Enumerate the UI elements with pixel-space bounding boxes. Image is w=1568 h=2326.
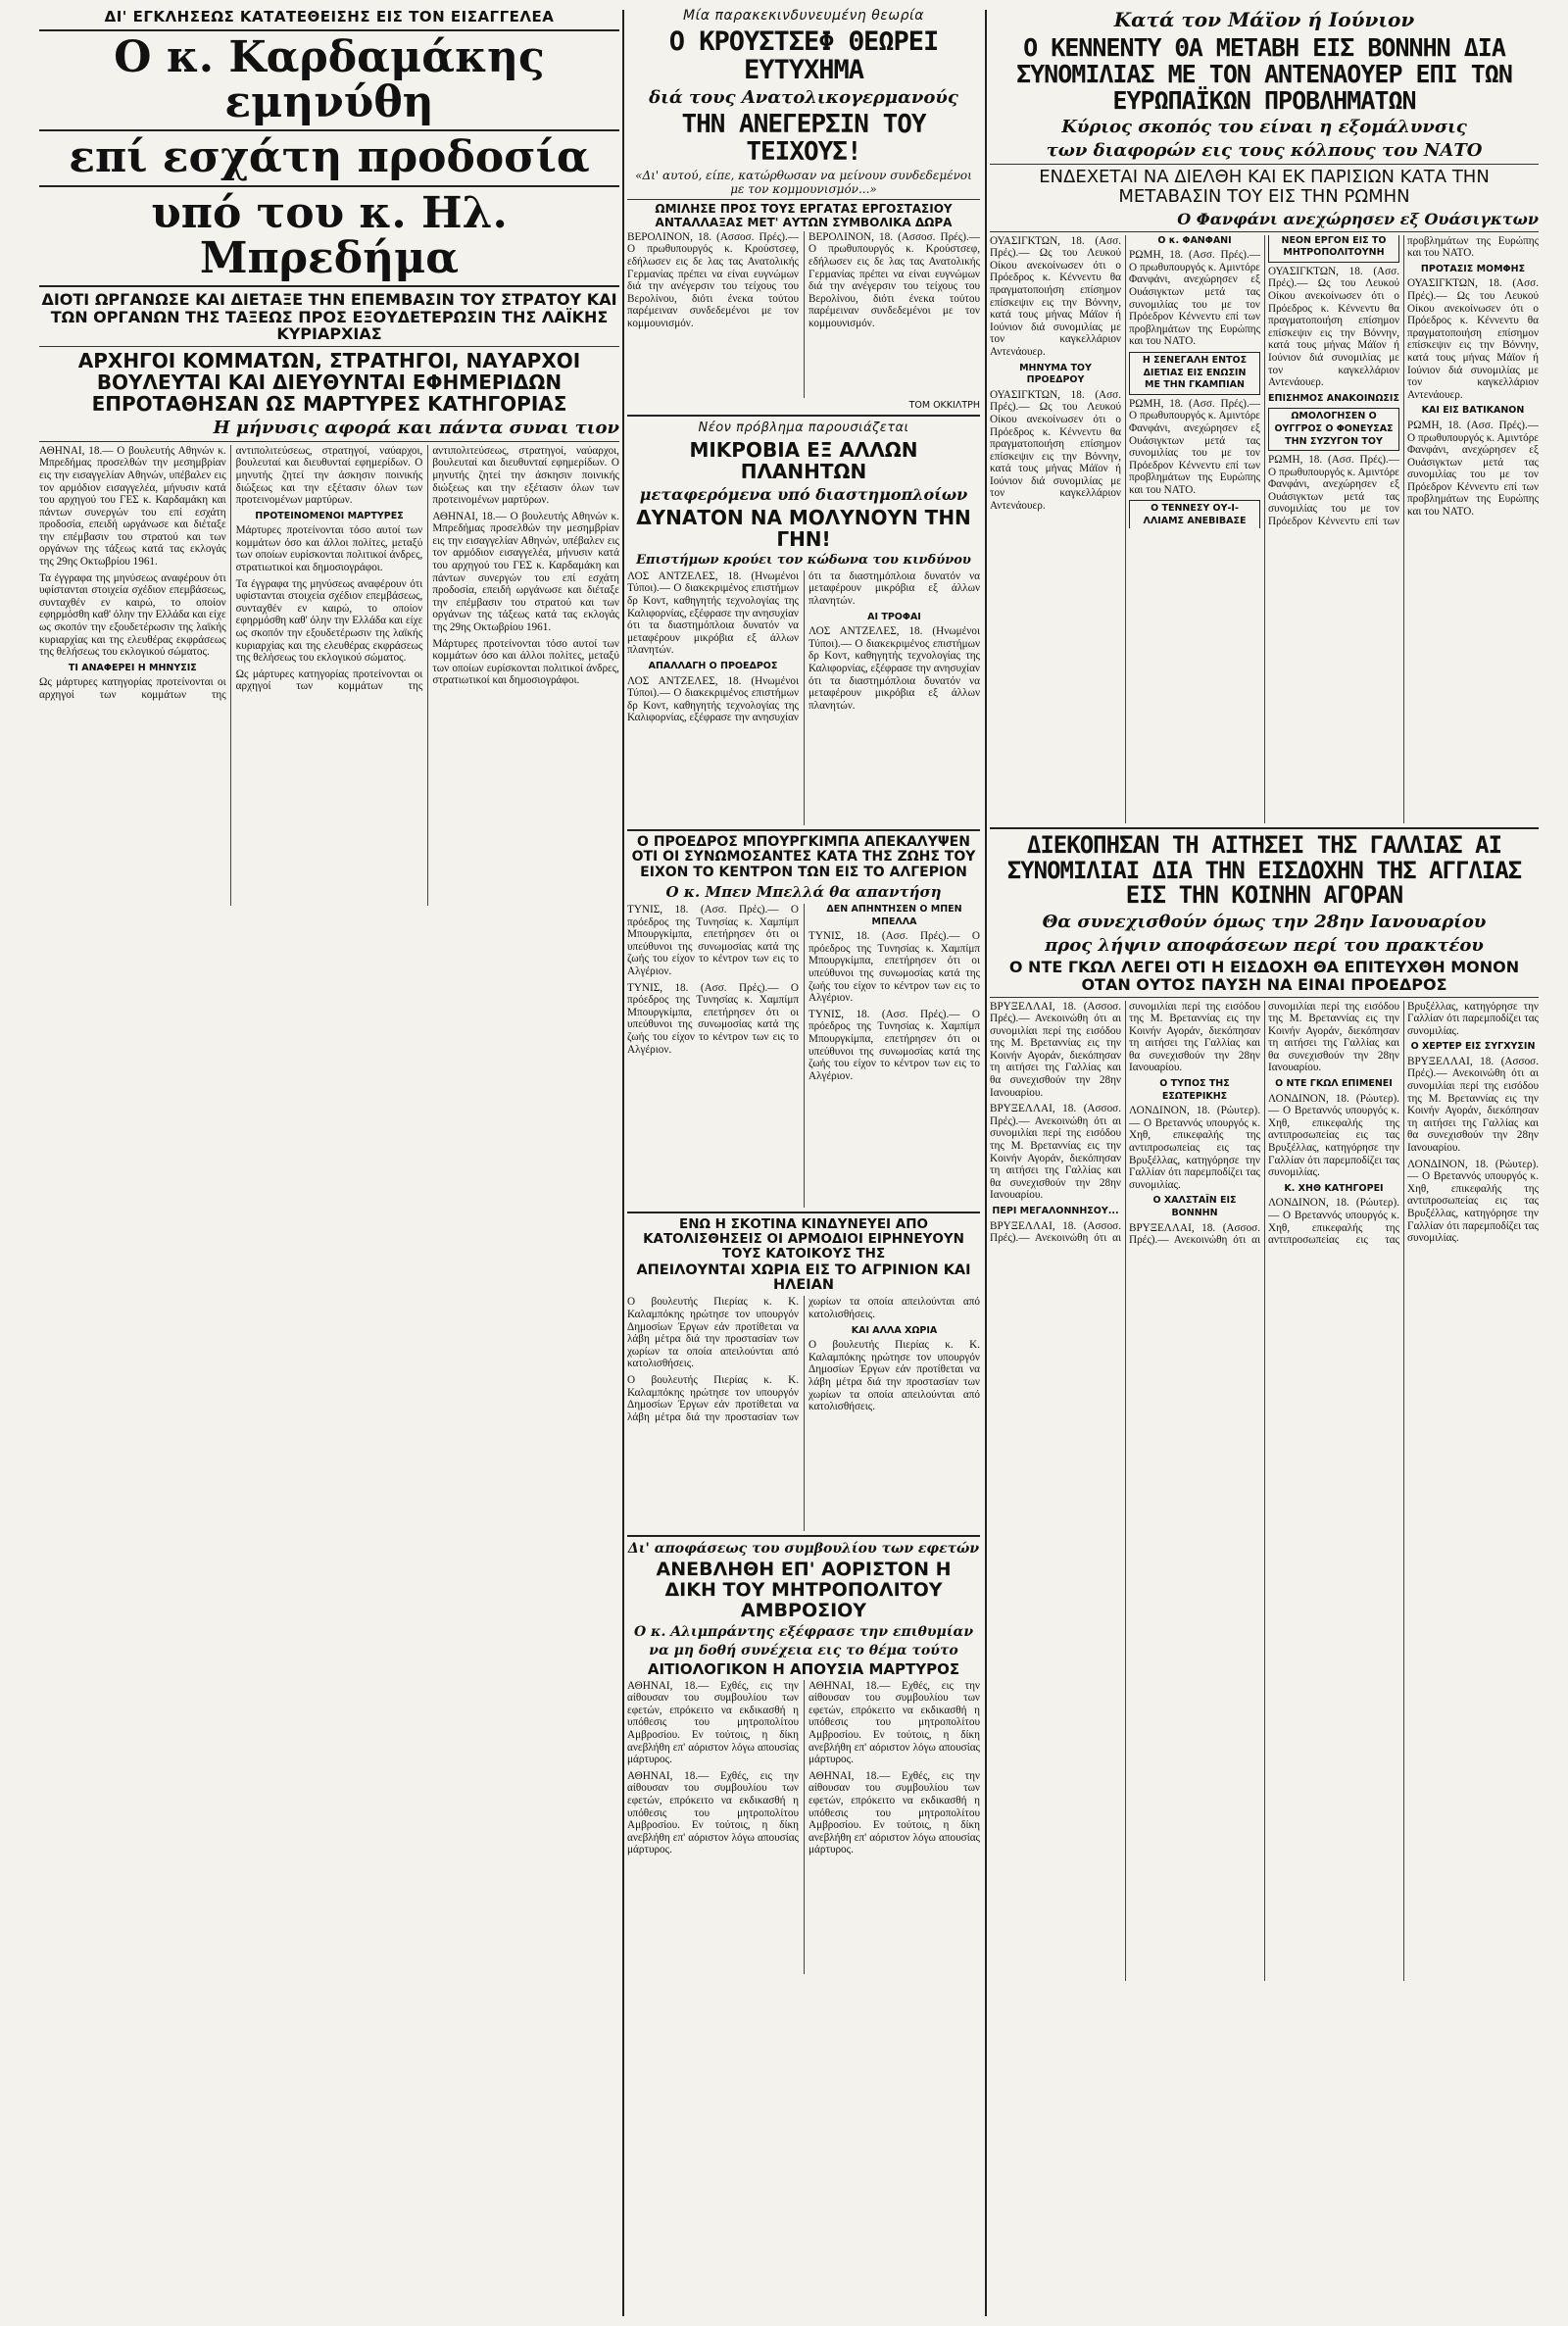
mid-sub-3: μεταφερόμενα υπό διαστημοπλοίων [639,484,968,504]
left-deck-2: ΑΡΧΗΓΟΙ ΚΟΜΜΑΤΩΝ, ΣΤΡΑΤΗΓΟΙ, ΝΑΥΑΡΧΟΙ ΒΟΥΛΕΥΤΑΙ ΚΑΙ ΔΙΕΥΘΥΝΤΑΙ ΕΦΗΜΕΡΙΔΩΝ ΕΠΡΟΤΑΘΗΣΑΝ ΩΣ ΜΑΡΤΥΡΕΣ ΚΑΤΗΓΟΡΙΑΣ [77,348,581,416]
right-body-4: ΛΟΝΔΙΝΟΝ, 18. (Ρώυτερ).— Ο Βρεταννός υπουργός κ. Χηθ, επικεφαλής της αντιπροσωπείας εις τας Βρυξέλλας, κατηγόρησε την Γαλλίαν ότι παρεμποδίζει τας συνομιλίας. [1129,1105,1260,1191]
right-body-3-repeat: ΒΡΥΞΕΛΛΑΙ, 18. (Ασσοσ. Πρές).— Ανεκοινώθη ότι αι συνομιλίαι περί της εισόδου της Μ. Βρεταννίας εις την Κοινήν Αγοράν, διεκόπησαν τη αιτήσει της Γαλλίας και θα συνεχισθούν την 28ην Ιανουαρίου. [990,1103,1121,1202]
mid-body-1-repeat: ΒΕΡΟΛΙΝΟΝ, 18. (Ασσοσ. Πρές).— Ο πρωθυπουργός κ. Κρούστσεφ, εδήλωσεν εις δε λας τας Ανατολικής Γερμανίας πρέπει να είναι ευγνώμων διά την ανέγερσιν του τείχους του Βερολίνου, διότι ένεκα τούτου παρέμειναν συνδεδεμένοι με τον κομμουνισμόν. [808,230,980,329]
left-headline-2: επί εσχάτη προδοσία [69,132,590,183]
mid-headline: Ο ΚΡΟΥΣΤΣΕΦ ΘΕΩΡΕΙ ΕΥΤΥΧΗΜΑ [668,26,939,86]
middle-column [627,0,980,1974]
right-body-2-repeat3: ΡΩΜΗ, 18. (Ασσ. Πρές).— Ο πρωθυπουργός κ. Αμιντόρε Φανφάνι, ανεχώρησεν εξ Ουάσιγκτων μετά τας συνομιλίας του με τον Πρόεδρον Κέννεντυ επί των προβλημάτων της Ευρώπης και του ΝΑΤΟ. [1407,419,1539,519]
mid-small-head-3: ΔΕΝ ΑΠΗΝΤΗΣΕΝ Ο ΜΠΕΝ ΜΠΕΛΛΑ [826,904,962,927]
right-box-1: Η ΣΕΝΕΓΑΛΗ ΕΝΤΟΣ ΔΙΕΤΙΑΣ ΕΙΣ ΕΝΩΣΙΝ ΜΕ ΤΗΝ ΓΚΑΜΠΙΑΝ [1129,352,1260,395]
left-body-1-repeat2: Ως μάρτυρες κατηγορίας προτείνονται οι αρχηγοί των κομμάτων της αντιπολιτεύσεως, στρατηγοί, ναύαρχοι, βουλευταί και διευθυνταί εφημερίδων. Ο μηνυτής ζητεί την άσκησιν ποινικής διώξεως και την εξέτασιν όλων των προτεινομένων μαρτύρων. [235,444,619,693]
mid-deck: ΩΜΙΛΗΣΕ ΠΡΟΣ ΤΟΥΣ ΕΡΓΑΤΑΣ ΕΡΓΟΣΤΑΣΙΟΥ ΑΝΤΑΛΛΑΞΑΣ ΜΕΤ' ΑΥΤΩΝ ΣΥΜΒΟΛΙΚΑ ΔΩΡΑ [655,202,953,229]
right-box-3: ΩΜΟΛΟΓΗΣΕΝ Ο ΟΥΓΓΡΟΣ Ο ΦΟΝΕΥΣΑΣ ΤΗΝ ΣΥΖΥΓΟΝ ΤΟΥ [1268,408,1399,451]
right-body-3-repeat3: ΒΡΥΞΕΛΛΑΙ, 18. (Ασσοσ. Πρές).— Ανεκοινώθη ότι αι συνομιλίαι περί της εισόδου της Μ. Βρεταννίας εις την Κοινήν Αγοράν, διεκόπησαν τη αιτήσει της Γαλλίας και θα συνεχισθούν την 28ην Ιανουαρίου. [1129,1000,1399,1247]
mid-sub-5: Ο κ. Μπεν Μπελλά θα απαντήση [665,883,942,902]
mid-sub-7b: να μη δοθή συνέχεια εις το θέμα τούτο [649,1643,958,1659]
left-body-1: ΑΘΗΝΑΙ, 18.— Ο βουλευτής Αθηνών κ. Μπρεδήμας προσελθών την μεσημβρίαν εις την εισαγγελίαν Αθηνών, υπέβαλεν εις τον αρμόδιον εισαγγελέα, μήνυσιν κατά του αρχηγού του ΓΕΣ κ. Καρδαμάκη και πάντων συνεργών του επί εσχάτη προδοσία, επειδή ωργάνωσε και διέταξε την επέμβασιν του στρατού και των οργάνων της τάξεως κατά τας εκλογάς της 29ης Οκτωβρίου 1961. [39,444,226,569]
mid-kicker-2: Νέον πρόβλημα παρουσιάζεται [698,420,909,435]
right-small-head-10: Κ. ΧΗΘ ΚΑΤΗΓΟΡΕΙ [1284,1182,1384,1194]
right-sub-5: προς λήψιν αποφάσεων περί του πρακτέου [1045,935,1484,957]
mid-body-2-repeat2: ΛΟΣ ΑΝΤΖΕΛΕΣ, 18. (Ηνωμένοι Τύποι).— Ο διακεκριμένος επιστήμων δρ Κοντ, καθηγητής τεχνολογίας της Καλιφορνίας, εξέφρασε την ανησυχίαν ότι τα διαστημόπλοια δυνατόν να μεταφέρουν μικρόβια εξ άλλων πλανητών. [808,625,980,712]
right-small-head-11: Ο ΧΕΡΤΕΡ ΕΙΣ ΣΥΓΧΥΣΙΝ [1410,1041,1536,1053]
right-deck-2: Ο ΝΤΕ ΓΚΩΛ ΛΕΓΕΙ ΟΤΙ Η ΕΙΣΔΟΧΗ ΘΑ ΕΠΙΤΕΥΧΘΗ ΜΟΝΟΝ ΟΤΑΝ ΟΥΤΟΣ ΠΑΥΣΗ ΝΑ ΕΙΝΑΙ ΠΡΟΕΔΡΟΣ [1008,958,1520,994]
right-column [990,0,1539,1981]
right-sub-3: Ο Φανφάνι ανεχώρησεν εξ Ουάσιγκτων [1177,209,1539,228]
right-body-4-repeat3: ΛΟΝΔΙΝΟΝ, 18. (Ρώυτερ).— Ο Βρεταννός υπουργός κ. Χηθ, επικεφαλής της αντιπροσωπείας εις τας Βρυξέλλας, κατηγόρησε την Γαλλίαν ότι παρεμποδίζει τας συνομιλίας. [1407,1158,1539,1245]
mid-body-3: ΤΥΝΙΣ, 18. (Ασσ. Πρές).— Ο πρόεδρος της Τυνησίας κ. Χαμπίμπ Μπουργκίμπα, επετήρησεν ότι οι υπεύθυνοι της συνωμοσίας κατά της ζωής του είχον το κέντρον των εις το Αλγέριον. [627,904,799,977]
mid-byline: ΤΟΜ ΟΚΚΙΛΤΡΗ [908,399,980,411]
right-deck: ΕΝΔΕΧΕΤΑΙ ΝΑ ΔΙΕΛΘΗ ΚΑΙ ΕΚ ΠΑΡΙΣΙΩΝ ΚΑΤΑ ΤΗΝ ΜΕΤΑΒΑΣΙΝ ΤΟΥ ΕΙΣ ΤΗΝ ΡΩΜΗΝ [1039,167,1490,207]
mid-body-5: ΑΘΗΝΑΙ, 18.— Εχθές, εις την αίθουσαν του συμβουλίου των εφετών, επρόκειτο να εκδικασθή η υπόθεσις του μητροπολίτου Αμβροσίου. Εν τούτοις, η δίκη ανεβλήθη επ' αόριστον λόγω απουσίας μάρτυρος. [627,1679,799,1766]
mid-small-head-1: ΑΠΑΛΛΑΓΗ Ο ΠΡΟΕΔΡΟΣ [648,661,778,671]
mid-headline-6: ΕΝΩ Η ΣΚΟΤΙΝΑ ΚΙΝΔΥΝΕΥΕΙ ΑΠΟ ΚΑΤΟΛΙΣΘΗΣΕΙΣ ΟΙ ΑΡΜΟΔΙΟΙ ΕΙΡΗΝΕΥΟΥΝ ΤΟΥΣ ΚΑΤΟΙΚΟΥΣ ΤΗΣ [643,1216,964,1262]
mid-article-5-body [627,1680,980,1974]
mid-article-4-body [627,1296,980,1531]
right-headline-2: ΔΙΕΚΟΠΗΣΑΝ ΤΗ ΑΙΤΗΣΕΙ ΤΗΣ ΓΑΛΛΙΑΣ ΑΙ ΣΥΝΟΜΙΛΙΑΙ ΔΙΑ ΤΗΝ ΕΙΣΔΟΧΗΝ ΤΗΣ ΑΓΓΛΙΑΣ ΕΙΣ ΤΗΝ ΚΟΙΝΗΝ ΑΓΟΡΑΝ [1006,830,1522,910]
right-small-head-6: ΠΕΡΙ ΜΕΓΑΛΟΝΝΗΣΟΥ... [992,1206,1119,1216]
mid-body-2-repeat: ΛΟΣ ΑΝΤΖΕΛΕΣ, 18. (Ηνωμένοι Τύποι).— Ο διακεκριμένος επιστήμων δρ Κοντ, καθηγητής τεχνολογίας της Καλιφορνίας, εξέφρασε την ανησυχίαν ότι τα διαστημόπλοια δυνατόν να μεταφέρουν μικρόβια εξ άλλων πλανητών. [627,569,980,724]
left-body-1d: Μάρτυρες προτείνονται τόσο αυτοί των κομμάτων όσο και άλλοι πολίτες, μεταξύ των οποίων ευρίσκονται πολιτικοί άνδρες, στρατιωτικοί και δημοσιογράφοι. [235,524,423,574]
mid-sub: διά τους Ανατολικογερμανούς [649,87,958,109]
right-body-3-repeat4: ΒΡΥΞΕΛΛΑΙ, 18. (Ασσοσ. Πρές).— Ανεκοινώθη ότι αι συνομιλίαι περί της εισόδου της Μ. Βρεταννίας εις την Κοινήν Αγοράν, διεκόπησαν τη αιτήσει της Γαλλίας και θα συνεχισθούν την 28ην Ιανουαρίου. [1407,1055,1539,1155]
mid-quote: «Δι' αυτού, είπε, κατώρθωσαν να μείνουν συνδεδεμένοι με τον κομμουνισμόν...» [635,169,972,197]
left-headline-3: υπό του κ. Ηλ. Μπρεδήμα [151,187,508,283]
left-body-1-repeat4: Μάρτυρες προτείνονται τόσο αυτοί των κομμάτων όσο και άλλοι πολίτες, μεταξύ των οποίων ευρίσκονται πολιτικοί άνδρες, στρατιωτικοί και δημοσιογράφοι. [432,637,619,687]
right-body-1: ΟΥΑΣΙΓΚΤΩΝ, 18. (Ασσ. Πρές).— Ως του Λευκού Οίκου ανεκοίνωσεν ότι ο Πρόεδρος κ. Κέννεντυ θα πραγματοποιήση επίσημον επίσκεψιν εις την Βόννην, κατά τους μήνας Μάϊον ή Ιούνιον διά συνομιλίας με τον καγκελλάριον Αντενάουερ. [990,234,1121,358]
mid-small-head-4: ΚΑΙ ΑΛΛΑ ΧΩΡΙΑ [851,1324,938,1336]
mid-article-2-body [627,570,980,825]
left-body-1c: Ως μάρτυρες κατηγορίας προτείνονται οι αρχηγοί των κομμάτων της αντιπολιτεύσεως, στρατηγοί, ναύαρχοι, βουλευταί και διευθυνταί εφημερίδων. Ο μηνυτής ζητεί την άσκησιν ποινικής διώξεως και την εξέτασιν όλων των προτεινομένων μαρτύρων. [39,444,423,701]
right-small-head-2: Ο κ. ΦΑΝΦΑΝΙ [1157,234,1232,246]
mid-headline-7: ΑΝΕΒΛΗΘΗ ΕΠ' ΑΟΡΙΣΤΟΝ Η ΔΙΚΗ ΤΟΥ ΜΗΤΡΟΠΟΛΙΤΟΥ ΑΜΒΡΟΣΙΟΥ [656,1559,952,1622]
left-deck: ΔΙΟΤΙ ΩΡΓΑΝΩΣΕ ΚΑΙ ΔΙΕΤΑΞΕ ΤΗΝ ΕΠΕΜΒΑΣΙΝ ΤΟΥ ΣΤΡΑΤΟΥ ΚΑΙ ΤΩΝ ΟΡΓΑΝΩΝ ΤΗΣ ΤΑΞΕΩΣ ΠΡΟΣ ΕΞΟΥΔΕΤΕΡΩΣΙΝ ΤΗΣ ΛΑΪΚΗΣ ΚΥΡΙΑΡΧΙΑΣ [41,289,617,344]
mid-headline-3: ΜΙΚΡΟΒΙΑ ΕΞ ΑΛΛΩΝ ΠΛΑΝΗΤΩΝ [689,437,918,483]
mid-body-3-repeat3: ΤΥΝΙΣ, 18. (Ασσ. Πρές).— Ο πρόεδρος της Τυνησίας κ. Χαμπίμπ Μπουργκίμπα, επετήρησεν ότι οι υπεύθυνοι της συνωμοσίας κατά της ζωής του είχον το κέντρον των εις το Αλγέριον. [808,1008,980,1082]
left-article-body [39,445,619,906]
column-divider-2 [985,10,987,2316]
mid-body-4: Ο βουλευτής Πιερίας κ. Κ. Καλαμπόκης ηρώτησε τον υπουργόν Δημοσίων Έργων εάν προτίθεται να λάβη μέτρα διά την προστασίαν των χωρίων τα οποία απειλούνται από κατολισθήσεις. [627,1296,799,1370]
right-body-1-repeat: ΟΥΑΣΙΓΚΤΩΝ, 18. (Ασσ. Πρές).— Ως του Λευκού Οίκου ανεκοίνωσεν ότι ο Πρόεδρος κ. Κέννεντυ θα πραγματοποιήση επίσημον επίσκεψιν εις την Βόννην, κατά τους μήνας Μάϊον ή Ιούνιον διά συνομιλίας με τον καγκελλάριον Αντενάουερ. [990,388,1121,513]
mid-body-1: ΒΕΡΟΛΙΝΟΝ, 18. (Ασσοσ. Πρές).— Ο πρωθυπουργός κ. Κρούστσεφ, εδήλωσεν εις δε λας τας Ανατολικής Γερμανίας πρέπει να είναι ευγνώμων διά την ανέγερσιν του τείχους του Βερολίνου, διότι ένεκα τούτου παρέμειναν συνδεδεμένοι με τον κομμουνισμόν. [627,230,799,329]
left-body-1b: Τα έγγραφα της μηνύσεως αναφέρουν ότι υφίστανται στοιχεία σχέδιον επεμβάσεως, συνταχθέν εν καιρώ, το οποίον εφηρμόσθη καθ' όλην την Ελλάδα και είχε ως σκοπόν την εξουδετέρωσιν της λαϊκής κυριαρχίας και της ελευθέρας εκφράσεως της θελήσεως του εκλογικού σώματος. [39,571,226,659]
right-small-head-9: Ο ΝΤΕ ΓΚΩΛ ΕΠΙΜΕΝΕΙ [1275,1078,1393,1090]
right-body-2-repeat: ΡΩΜΗ, 18. (Ασσ. Πρές).— Ο πρωθυπουργός κ. Αμιντόρε Φανφάνι, ανεχώρησεν εξ Ουάσιγκτων μετά τας συνομιλίας του με τον Πρόεδρον Κέννεντυ επί των προβλημάτων της Ευρώπης και του ΝΑΤΟ. [1129,397,1260,496]
mid-headline-5: Ο ΠΡΟΕΔΡΟΣ ΜΠΟΥΡΓΚΙΜΠΑ ΑΠΕΚΑΛΥΨΕΝ ΟΤΙ ΟΙ ΣΥΝΩΜΟΣΑΝΤΕΣ ΚΑΤΑ ΤΗΣ ΖΩΗΣ ΤΟΥ ΕΙΧΟΝ ΤΟ ΚΕΝΤΡΟΝ ΤΩΝ ΕΙΣ ΤΟ ΑΛΓΕΡΙΟΝ [631,833,976,880]
right-body-1-repeat3: ΟΥΑΣΙΓΚΤΩΝ, 18. (Ασσ. Πρές).— Ως του Λευκού Οίκου ανεκοίνωσεν ότι ο Πρόεδρος κ. Κέννεντυ θα πραγματοποιήση επίσημον επίσκεψιν εις την Βόννην, κατά τους μήνας Μάϊον ή Ιούνιον διά συνομιλίας με τον καγκελλάριον Αντενάουερ. [1407,277,1539,401]
mid-body-3-repeat2: ΤΥΝΙΣ, 18. (Ασσ. Πρές).— Ο πρόεδρος της Τυνησίας κ. Χαμπίμπ Μπουργκίμπα, επετήρησεν ότι οι υπεύθυνοι της συνωμοσίας κατά της ζωής του είχον το κέντρον των εις το Αλγέριον. [808,930,980,1005]
left-body-1-repeat: Τα έγγραφα της μηνύσεως αναφέρουν ότι υφίστανται στοιχεία σχέδιον επεμβάσεως, συνταχθέν εν καιρώ, το οποίον εφηρμόσθη καθ' όλην την Ελλάδα και είχε ως σκοπόν την εξουδετέρωσιν της λαϊκής κυριαρχίας και της ελευθέρας εκφράσεως της θελήσεως του εκλογικού σώματος. [235,577,423,665]
mid-headline-2: ΤΗΝ ΑΝΕΓΕΡΣΙΝ ΤΟΥ ΤΕΙΧΟΥΣ! [681,110,926,168]
right-headline: Ο ΚΕΝΝΕΝΤΥ ΘΑ ΜΕΤΑΒΗ ΕΙΣ ΒΟΝΝΗΝ ΔΙΑ ΣΥΝΟΜΙΛΙΑΣ ΜΕ ΤΟΝ ΑΝΤΕΝΑΟΥΕΡ ΕΠΙ ΤΩΝ ΕΥΡΩΠΑΪΚΩΝ ΠΡΟΒΛΗΜΑΤΩΝ [1016,33,1512,115]
right-sub-1: Κύριος σκοπός του είναι η εξομάλυνσις [1061,117,1467,137]
right-small-head-7: Ο ΤΥΠΟΣ ΤΗΣ ΕΣΩΤΕΡΙΚΗΣ [1159,1078,1230,1102]
mid-headline-8: ΑΙΤΙΟΛΟΓΙΚΟΝ Η ΑΠΟΥΣΙΑ ΜΑΡΤΥΡΟΣ [647,1660,960,1679]
mid-headline-6b: ΑΠΕΙΛΟΥΝΤΑΙ ΧΩΡΙΑ ΕΙΣ ΤΟ ΑΓΡΙΝΙΟΝ ΚΑΙ ΗΛΕΙΑΝ [636,1262,971,1294]
right-article-1-body [990,235,1539,823]
right-body-2: ΡΩΜΗ, 18. (Ασσ. Πρές).— Ο πρωθυπουργός κ. Αμιντόρε Φανφάνι, ανεχώρησεν εξ Ουάσιγκτων μετά τας συνομιλίας του με τον Πρόεδρον Κέννεντυ επί των προβλημάτων της Ευρώπης και του ΝΑΤΟ. [1129,249,1260,348]
right-small-head-5: ΕΠΙΣΗΜΟΣ ΑΝΑΚΟΙΝΩΣΙΣ [1268,392,1399,404]
mid-article-1-body [627,231,980,398]
mid-body-3-repeat: ΤΥΝΙΣ, 18. (Ασσ. Πρές).— Ο πρόεδρος της Τυνησίας κ. Χαμπίμπ Μπουργκίμπα, επετήρησεν ότι οι υπεύθυνοι της συνωμοσίας κατά της ζωής του είχον το κέντρον των εις το Αλγέριον. [627,981,799,1056]
right-small-head-8: Ο ΧΑΛΣΤΑΪΝ ΕΙΣ ΒΟΝΝΗΝ [1152,1195,1237,1218]
right-small-head-3: ΠΡΟΤΑΣΙΣ ΜΟΜΦΗΣ [1420,263,1526,274]
left-small-head-1: ΤΙ ΑΝΑΦΕΡΕΙ Η ΜΗΝΥΣΙΣ [68,662,197,673]
left-headline-1: Ο κ. Καρδαμάκης εμηνύθη [114,32,545,128]
right-small-head-1: ΜΗΝΥΜΑ ΤΟΥ ΠΡΟΕΔΡΟΥ [1019,362,1092,386]
mid-kicker: Μία παρακεκινδυνευμένη θεωρία [683,8,924,24]
right-small-head-4: ΚΑΙ ΕΙΣ ΒΑΤΙΚΑΝΟΝ [1421,405,1525,417]
left-column [39,0,619,906]
mid-body-5-repeat3: ΑΘΗΝΑΙ, 18.— Εχθές, εις την αίθουσαν του συμβουλίου των εφετών, επρόκειτο να εκδικασθή η υπόθεσις του μητροπολίτου Αμβροσίου. Εν τούτοις, η δίκη ανεβλήθη επ' αόριστον λόγω απουσίας μάρτυρος. [808,1769,980,1856]
mid-body-2: ΛΟΣ ΑΝΤΖΕΛΕΣ, 18. (Ηνωμένοι Τύποι).— Ο διακεκριμένος επιστήμων δρ Κοντ, καθηγητής τεχνολογίας της Καλιφορνίας, εξέφρασε την ανησυχίαν ότι τα διαστημόπλοια δυνατόν να μεταφέρουν μικρόβια εξ άλλων πλανητών. [627,569,799,657]
right-body-2-repeat2: ΡΩΜΗ, 18. (Ασσ. Πρές).— Ο πρωθυπουργός κ. Αμιντόρε Φανφάνι, ανεχώρησεν εξ Ουάσιγκτων μετά τας συνομιλίας του με τον Πρόεδρον Κέννεντυ επί των προβλημάτων της Ευρώπης και του ΝΑΤΟ. [1268,234,1539,528]
right-body-4-repeat: ΛΟΝΔΙΝΟΝ, 18. (Ρώυτερ).— Ο Βρεταννός υπουργός κ. Χηθ, επικεφαλής της αντιπροσωπείας εις τας Βρυξέλλας, κατηγόρησε την Γαλλίαν ότι παρεμποδίζει τας συνομιλίας. [1268,1092,1399,1179]
column-divider-1 [622,10,624,2316]
right-body-4-repeat2: ΛΟΝΔΙΝΟΝ, 18. (Ρώυτερ).— Ο Βρεταννός υπουργός κ. Χηθ, επικεφαλής της αντιπροσωπείας εις τας Βρυξέλλας, κατηγόρησε την Γαλλίαν ότι παρεμποδίζει τας συνομιλίας. [1268,1000,1539,1247]
mid-sub-4: Επιστήμων κρούει τον κώδωνα του κινδύνου [636,552,971,568]
right-body-1-repeat2: ΟΥΑΣΙΓΚΤΩΝ, 18. (Ασσ. Πρές).— Ως του Λευκού Οίκου ανεκοίνωσεν ότι ο Πρόεδρος κ. Κέννεντυ θα πραγματοποιήση επίσημον επίσκεψιν εις την Βόννην, κατά τους μήνας Μάϊον ή Ιούνιον διά συνομιλίας με τον καγκελλάριον Αντενάουερ. [1268,265,1399,389]
right-article-2-body [990,1001,1539,1981]
mid-small-head-2: ΑΙ ΤΡΟΦΑΙ [867,611,921,622]
right-sub-4: Θα συνεχισθούν όμως την 28ην Ιανουαρίου [1042,912,1487,933]
mid-article-3-body [627,904,980,1208]
mid-headline-4: ΔΥΝΑΤΟΝ ΝΑ ΜΟΛΥΝΟΥΝ ΤΗΝ ΓΗΝ! [636,505,971,551]
right-body-3-repeat2: ΒΡΥΞΕΛΛΑΙ, 18. (Ασσοσ. Πρές).— Ανεκοινώθη ότι αι συνομιλίαι περί της εισόδου της Μ. Βρεταννίας εις την Κοινήν Αγοράν, διεκόπησαν τη αιτήσει της Γαλλίας και θα συνεχισθούν την 28ην Ιανουαρίου. [990,1000,1260,1245]
right-body-3: ΒΡΥΞΕΛΛΑΙ, 18. (Ασσοσ. Πρές).— Ανεκοινώθη ότι αι συνομιλίαι περί της εισόδου της Μ. Βρεταννίας εις την Κοινήν Αγοράν, διεκόπησαν τη αιτήσει της Γαλλίας και θα συνεχισθούν την 28ην Ιανουαρίου. [990,1000,1121,1099]
mid-body-4-repeat2: Ο βουλευτής Πιερίας κ. Κ. Καλαμπόκης ηρώτησε τον υπουργόν Δημοσίων Έργων εάν προτίθεται να λάβη μέτρα διά την προστασίαν των χωρίων τα οποία απειλούνται από κατολισθήσεις. [808,1339,980,1413]
left-body-1-repeat3: ΑΘΗΝΑΙ, 18.— Ο βουλευτής Αθηνών κ. Μπρεδήμας προσελθών την μεσημβρίαν εις την εισαγγελίαν Αθηνών, υπέβαλεν εις τον αρμόδιον εισαγγελέα, μήνυσιν κατά του αρχηγού του ΓΕΣ κ. Καρδαμάκη και πάντων συνεργών του επί εσχάτη προδοσία, επειδή ωργάνωσε και διέταξε την επέμβασιν του στρατού και των οργάνων της τάξεως κατά τας εκλογάς της 29ης Οκτωβρίου 1961. [432,510,619,634]
left-subhead: Η μήνυσις αφορά και πάντα συναι τιον [213,417,619,438]
right-sub-2: των διαφορών εις τους κόλπους του ΝΑΤΟ [1046,140,1483,161]
mid-body-4-repeat: Ο βουλευτής Πιερίας κ. Κ. Καλαμπόκης ηρώτησε τον υπουργόν Δημοσίων Έργων εάν προτίθεται να λάβη μέτρα διά την προστασίαν των χωρίων τα οποία απειλούνται από κατολισθήσεις. [627,1296,980,1423]
left-small-head-2: ΠΡΟΤΕΙΝΟΜΕΝΟΙ ΜΑΡΤΥΡΕΣ [255,510,404,521]
left-kicker: ΔΙ' ΕΓΚΛΗΣΕΩΣ ΚΑΤΑΤΕΘΕΙΣΗΣ ΕΙΣ ΤΟΝ ΕΙΣΑΓΓΕΛΕΑ [104,8,555,25]
mid-sub-7: Ο κ. Αλιμπράντης εξέφρασε την επιθυμίαν [633,1624,974,1641]
mid-kicker-3: Δι' αποφάσεως του συμβουλίου των εφετών [627,1541,980,1558]
right-box-2: Ο ΤΕΝΝΕΣΥ ΟΥ-Ι-ΛΛΙΑΜΣ ΑΝΕΒΙΒΑΣΕ ΝΕΟΝ ΕΡΓΟΝ ΕΙΣ ΤΟ ΜΗΤΡΟΠΟΛΙΤΟΥΝΗ [1129,235,1399,528]
mid-body-5-repeat: ΑΘΗΝΑΙ, 18.— Εχθές, εις την αίθουσαν του συμβουλίου των εφετών, επρόκειτο να εκδικασθή η υπόθεσις του μητροπολίτου Αμβροσίου. Εν τούτοις, η δίκη ανεβλήθη επ' αόριστον λόγω απουσίας μάρτυρος. [627,1769,799,1856]
right-kicker: Κατά τον Μάϊον ή Ιούνιον [1113,8,1415,31]
mid-body-5-repeat2: ΑΘΗΝΑΙ, 18.— Εχθές, εις την αίθουσαν του συμβουλίου των εφετών, επρόκειτο να εκδικασθή η υπόθεσις του μητροπολίτου Αμβροσίου. Εν τούτοις, η δίκη ανεβλήθη επ' αόριστον λόγω απουσίας μάρτυρος. [808,1679,980,1766]
